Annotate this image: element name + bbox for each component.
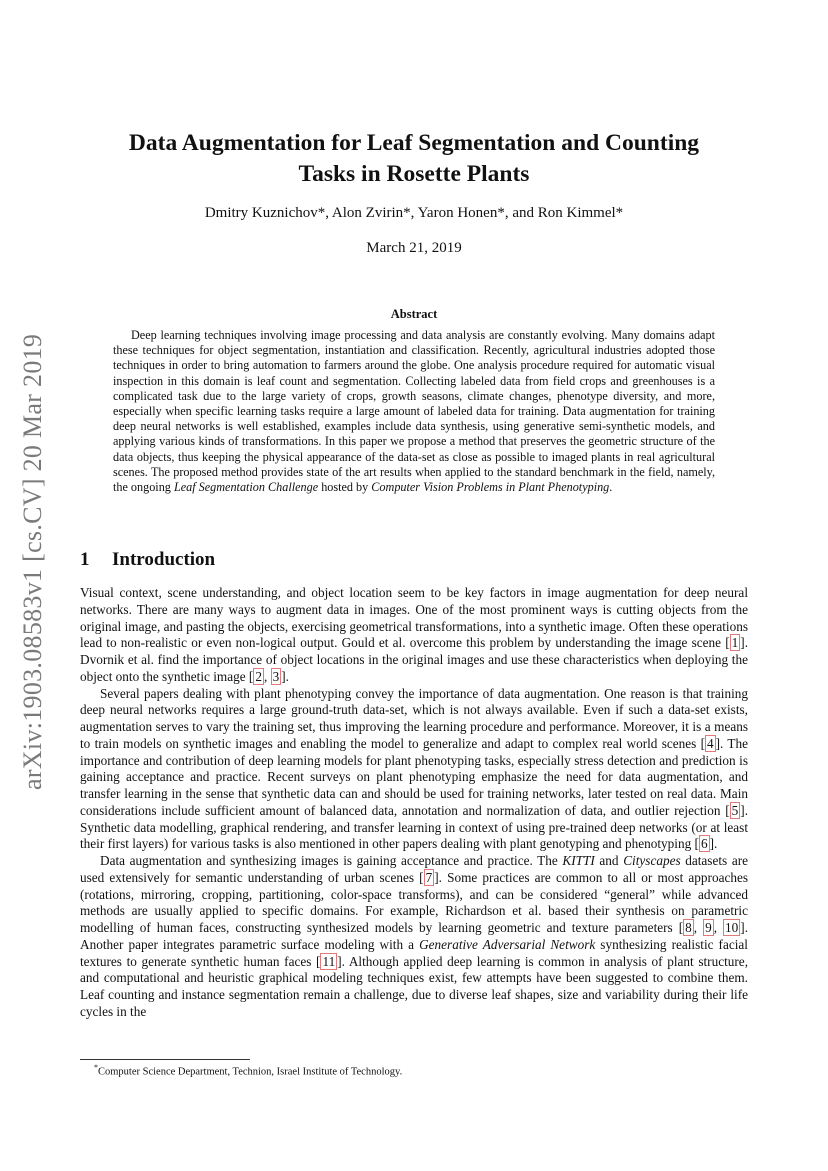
abstract-paragraph bbox=[113, 328, 715, 495]
paragraph-text: . bbox=[714, 836, 718, 852]
paragraph-text: and bbox=[594, 853, 624, 868]
challenge-name: Leaf Segmentation Challenge bbox=[173, 480, 319, 495]
section-title: Introduction bbox=[112, 549, 216, 570]
citation-link[interactable]: 4 bbox=[706, 735, 714, 751]
paper-date: March 21, 2019 bbox=[366, 240, 462, 256]
paragraph-text: . Another paper integrates parametric surface modeling with a bbox=[80, 920, 749, 952]
intro-paragraph-2: Several papers dealing with plant phenotyping convey the importance of data augmentation. One reason is that training deep neural networks requires a large ground-truth data-set, which is not always available. Even if such a data-set exists, augmentation serves to vary the training set, thus improving the learning procedure and performance. Moreover, it is a means to train models on synthetic images and enabling the model to generalize and adapt to complex real world scenes [ 4 ]. The importance and contribution of deep learning models for plant phenotyping tasks, especially stress detection and prediction is gaining acceptance and practice. Recent surveys on plant phenotyping emphasize the need for data augmentation, and transfer learning in the sense that synthetic data can and should be used for training networks, later tested on real data. Main considerations include sufficient amount of balanced data, annotation and normalization of data, and outlier rejection [ 5 ]. Synthetic data modelling, graphical rendering, and transfer learning in context of using pre-trained deep networks (or at least their first layers) for various tasks is also mentioned in other papers dealing with plant genotyping and phenotyping [ 6 ]. bbox=[80, 685, 748, 852]
abstract-hosted-by: hosted by bbox=[318, 480, 372, 495]
author-list: Dmitry Kuznichov*, Alon Zvirin*, Yaron Honen*, and Ron Kimmel* bbox=[204, 205, 624, 221]
citation-link[interactable]: 9 bbox=[705, 920, 712, 935]
paragraph-text: . bbox=[285, 668, 289, 684]
paragraph-text: . The importance and contribution of deep learning models for plant phenotyping tasks, especially stress detection and prediction is gaining acceptance and practice. Recent surveys on plant phenotyping emphasize the need for data augmentation, and transfer learning in the sense that synthetic data can and should be used for training networks, later tested on real data. Main considerations include sufficient amount of balanced data, annotation and normalization of data, and outlier rejection bbox=[80, 735, 748, 818]
section-number: 1 bbox=[80, 549, 90, 570]
citation-link[interactable]: 2 bbox=[255, 668, 262, 684]
citation-link[interactable]: 10 bbox=[725, 920, 739, 935]
intro-paragraph-3: Data augmentation and synthesizing images is gaining acceptance and practice. The KITTI and Cityscapes datasets are used extensively for semantic understanding of urban scenes [ 7 ]. Some practices are common to all or most approaches (rotations, mirroring, cropping, partitioning, color-space transforms), and can be considered “general” while advanced methods are usually applied to specific domains. For example, Richardson et al. based their synthesis on parametric modelling of human faces, constructing synthesized models by learning geometric and texture parameters [ 8 , 9 , 10 ]. Another paper integrates parametric surface modeling with a Generative Adversarial Network synthesizing realistic facial textures to generate synthetic human faces [ 11 ]. Although applied deep learning is common in analysis of plant structure, and computational and heuristic graphical modeling techniques exist, few attempts have been suggested to combine them. Leaf counting and instance segmentation remain a challenge, due to diverse leaf shapes, size and variability during their life cycles in the bbox=[80, 853, 749, 1019]
abstract-end: . bbox=[609, 480, 613, 495]
dataset-name: KITTI bbox=[562, 853, 595, 868]
footnote-text: Computer Science Department, Technion, Israel Institute of Technology. bbox=[98, 1066, 403, 1078]
paragraph-text: . Synthetic data modelling, graphical rendering, and transfer learning in context of using pre-trained deep networks (or at least their first layers) for various tasks is also mentioned in other papers dealing with plant genotyping and phenotyping bbox=[80, 802, 748, 852]
intro-paragraph-1: Visual context, scene understanding, and object location seem to be key factors in image augmentation for deep neural networks. There are many ways to augment data in images. One of the most prominent ways is cutting objects from the original image, and pasting the objects, exercising geometrical transformations, into a synthetic image. Often these operations lead to non-realistic or even non-logical output. Gould et al. overcome this problem by understanding the image scene [ 1 ]. Dvornik et al. find the importance of object locations in the original images and use these characteristics when deploying the object onto the synthetic image [ 2 , 3 ]. bbox=[80, 585, 748, 684]
paragraph-text: . Although applied deep learning is common in analysis of plant structure, and computational and heuristic graphical modeling techniques exist, few attempts have been suggested to combine them. Leaf counting and instance segmentation remain a challenge, due to diverse leaf shapes, size and variability during their life cycles in the bbox=[80, 953, 749, 1019]
abstract-heading: Abstract bbox=[390, 307, 438, 321]
footnote bbox=[80, 1063, 748, 1078]
footnote-divider bbox=[80, 1059, 250, 1060]
citation-link[interactable]: 1 bbox=[731, 635, 739, 651]
method-name: Generative Adversarial Network bbox=[419, 936, 596, 952]
footnote-mark: * bbox=[94, 1063, 98, 1072]
paragraph-text: . Dvornik et al. find the importance of object locations in the original images and use these characteristics when deploying the object onto the synthetic image bbox=[80, 635, 748, 684]
paragraph-text: Data augmentation and synthesizing images is gaining acceptance and practice. The bbox=[100, 853, 563, 868]
arxiv-identifier-stamp[interactable]: arXiv:1903.08583v1 [cs.CV] 20 Mar 2019 bbox=[18, 333, 47, 790]
citation-link[interactable]: 3 bbox=[272, 668, 280, 684]
citation-link[interactable]: 8 bbox=[685, 920, 692, 935]
introduction-body bbox=[80, 585, 748, 1021]
abstract-text: Deep learning techniques involving image processing and data analysis are constantly evolving. Many domains adapt these techniques for object segmentation, instantiation and classification. Recently, agricultural industries adopted those techniques in order to bring automation to farmers around the globe. One analysis procedure required for automatic visual inspection in this domain is leaf count and segmentation. Collecting labeled data from field crops and greenhouses is a complicated task due to the large variety of crops, growth seasons, climate changes, phenotype diversity, and more, especially when specific learning tasks require a large amount of labeled data for training. Data augmentation for training deep neural networks is well established, examples include data synthesis, using generative semi-synthetic models, and applying various kinds of transformations. In this paper we propose a method that preserves the geometric structure of the data objects, thus keeping the physical appearance of the data-set as close as possible to imaged plants in real agricultural scenes. The proposed method provides state of the art results when applied to the standard benchmark in the field, namely, the ongoing bbox=[113, 328, 715, 495]
title-line-2: Tasks in Rosette Plants bbox=[298, 161, 530, 187]
paper-title bbox=[60, 128, 768, 190]
abstract-body bbox=[113, 328, 715, 495]
dataset-name: Cityscapes bbox=[623, 853, 681, 868]
citation-link[interactable]: 5 bbox=[731, 802, 739, 818]
paragraph-text: Several papers dealing with plant phenotyping convey the importance of data augmentation. One reason is that training deep neural networks requires a large ground-truth data-set, which is not always available. Even if such a data-set exists, augmentation serves to vary the training set, thus improving the learning procedure and performance. Moreover, it is a means to train models on synthetic images and enabling the model to generalize and adapt to complex real world scenes bbox=[80, 685, 748, 751]
section-heading-introduction bbox=[80, 549, 748, 571]
citation-link[interactable]: 7 bbox=[425, 869, 433, 885]
paragraph-text: synthesizing realistic facial textures to generate synthetic human faces bbox=[80, 936, 748, 969]
paragraph-text: Visual context, scene understanding, and object location seem to be key factors in image augmentation for deep neural networks. There are many ways to augment data in images. One of the most prominent ways is cutting objects from the original image, and pasting the objects, exercising geometrical transformations, into a synthetic image. Often these operations lead to non-realistic or even non-logical output. Gould et al. overcome this problem by understanding the image scene bbox=[80, 585, 748, 651]
paragraph-text: . Some practices are common to all or most approaches (rotations, mirroring, cropping, partitioning, color-space transforms), and can be considered “general” while advanced methods are usually applied to specific domains. For example, Richardson et al. based their synthesis on parametric modelling of human faces, constructing synthesized models by learning geometric and texture parameters bbox=[80, 869, 748, 935]
title-line-1: Data Augmentation for Leaf Segmentation and Counting bbox=[128, 130, 700, 156]
workshop-name: Computer Vision Problems in Plant Phenotyping bbox=[371, 480, 610, 495]
paragraph-text: datasets are used extensively for semantic understanding of urban scenes bbox=[80, 853, 748, 885]
citation-link[interactable]: 6 bbox=[700, 836, 708, 852]
citation-link[interactable]: 11 bbox=[322, 953, 336, 969]
